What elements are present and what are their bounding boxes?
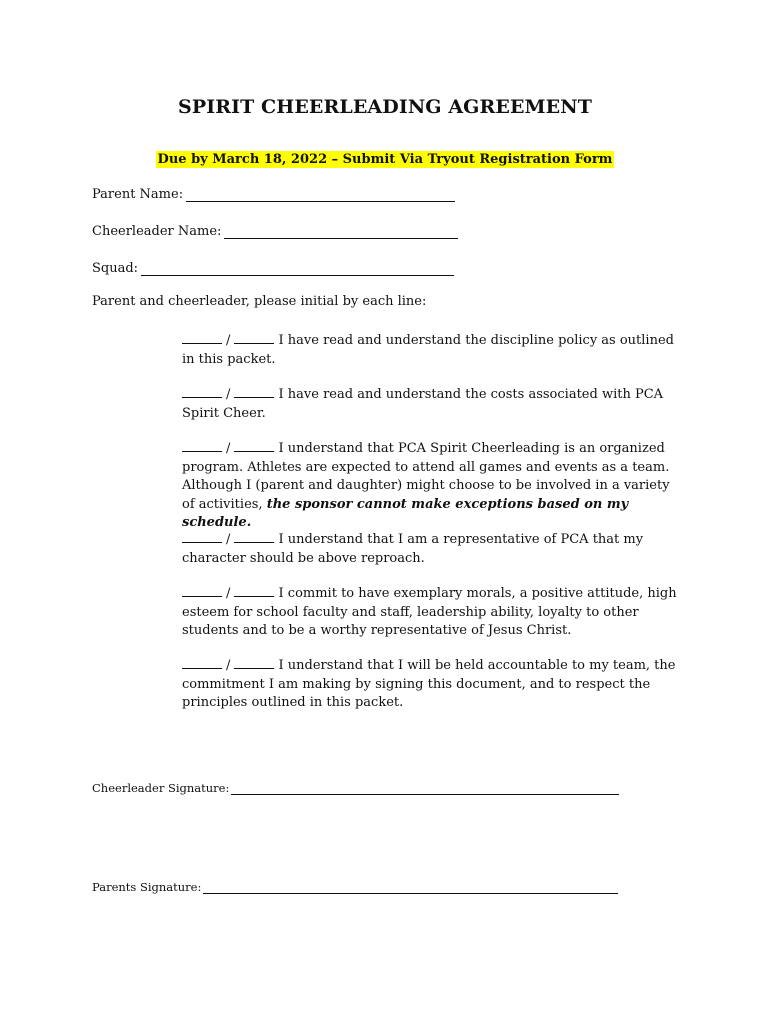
initial-separator: / [226, 532, 231, 547]
cheerleader-signature-line[interactable] [231, 783, 619, 795]
cheerleader-signature-label: Cheerleader Signature: [92, 781, 230, 795]
initial-separator: / [226, 387, 231, 402]
initial-separator: / [226, 586, 231, 601]
agreement-item [182, 656, 682, 713]
instructions-text: Parent and cheerleader, please initial by each line: [92, 294, 427, 309]
agreement-emphasis-text: the sponsor cannot make exceptions based on my schedule. [182, 496, 629, 530]
agreement-item [182, 331, 682, 369]
parent-initial-blank[interactable] [182, 331, 222, 344]
squad-line[interactable] [141, 262, 454, 276]
agreement-text: I understand that I will be held accountable to my team, the commitment I am making by signing this document, and to respect the principles outlined in this packet. [182, 658, 676, 710]
cheerleader-signature-field [92, 779, 619, 795]
squad-field [92, 258, 454, 276]
parents-signature-field [92, 878, 618, 894]
parent-name-line[interactable] [186, 188, 455, 202]
agreement-item [182, 584, 682, 641]
parent-initial-blank[interactable] [182, 656, 222, 669]
agreement-item [182, 385, 682, 423]
cheerleader-initial-blank[interactable] [234, 584, 274, 597]
agreement-item [182, 439, 682, 533]
document-title: SPIRIT CHEERLEADING AGREEMENT [178, 96, 592, 118]
agreement-text: I have read and understand the discipline policy as outlined in this packet. [182, 333, 674, 367]
initial-separator: / [226, 441, 231, 456]
cheerleader-name-label: Cheerleader Name: [92, 224, 222, 239]
cheerleader-initial-blank[interactable] [234, 385, 274, 398]
initial-separator: / [226, 658, 231, 673]
parent-initial-blank[interactable] [182, 385, 222, 398]
parent-name-field [92, 184, 455, 202]
agreement-text: I have read and understand the costs associated with PCA Spirit Cheer. [182, 387, 664, 421]
cheerleader-name-field [92, 221, 458, 239]
parent-initial-blank[interactable] [182, 530, 222, 543]
parent-initial-blank[interactable] [182, 439, 222, 452]
cheerleader-initial-blank[interactable] [234, 439, 274, 452]
cheerleader-initial-blank[interactable] [234, 656, 274, 669]
due-note-highlight: Due by March 18, 2022 – Submit Via Tryout Registration Form [157, 152, 613, 167]
agreement-text: I understand that I am a representative of PCA that my character should be above reproach. [182, 532, 644, 566]
cheerleader-name-line[interactable] [224, 225, 458, 239]
cheerleader-initial-blank[interactable] [234, 331, 274, 344]
due-note-wrapper [0, 148, 770, 167]
parent-initial-blank[interactable] [182, 584, 222, 597]
parent-name-label: Parent Name: [92, 187, 184, 202]
parents-signature-label: Parents Signature: [92, 880, 202, 894]
squad-label: Squad: [92, 261, 139, 276]
agreement-text: I understand that PCA Spirit Cheerleading is an organized program. Athletes are expected to attend all games and events as a team. Although I (parent and daughter) might choose to be involved in a variety of activities, [182, 441, 670, 512]
initial-separator: / [226, 333, 231, 348]
agreement-text: I commit to have exemplary morals, a positive attitude, high esteem for school faculty and staff, leadership ability, loyalty to other students and to be a worthy representative of Jesus Christ. [182, 586, 677, 638]
agreement-item [182, 530, 682, 568]
cheerleader-initial-blank[interactable] [234, 530, 274, 543]
parents-signature-line[interactable] [203, 882, 618, 894]
